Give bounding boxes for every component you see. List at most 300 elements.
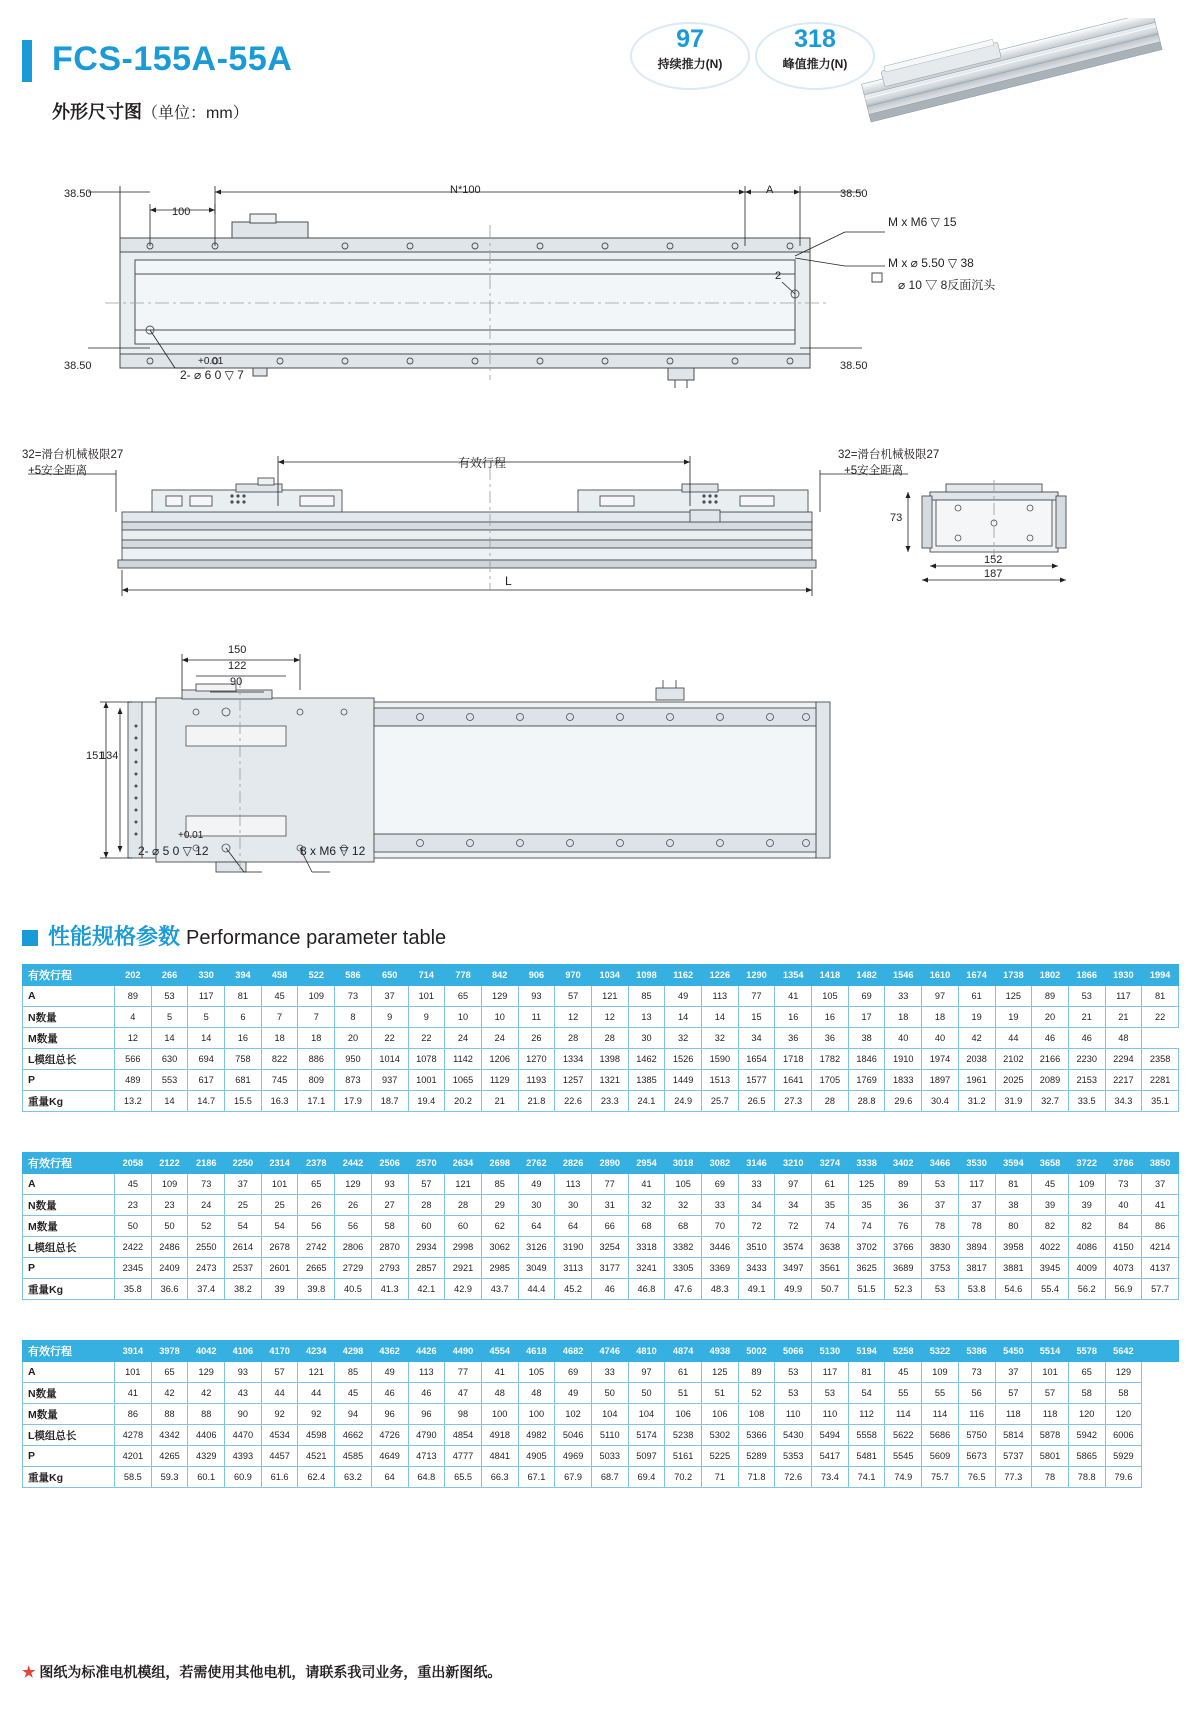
row-label: M数量 — [23, 1216, 115, 1237]
table-cell: 2806 — [335, 1237, 372, 1258]
table-cell: 5737 — [995, 1446, 1032, 1467]
table-cell: 52 — [188, 1216, 225, 1237]
table-cell: 45 — [335, 1383, 372, 1404]
table-cell: 4 — [115, 1007, 152, 1028]
table-cell: 2921 — [445, 1258, 482, 1279]
table-cell: 129 — [188, 1362, 225, 1383]
table-cell: 2166 — [1032, 1049, 1069, 1070]
table-cell: 2281 — [1142, 1070, 1179, 1091]
table-cell: 3574 — [775, 1237, 812, 1258]
table-cell: 12 — [591, 1007, 628, 1028]
table-cell: 2038 — [958, 1049, 995, 1070]
row-label: N数量 — [23, 1195, 115, 1216]
dim-left-3850-top: 38.50 — [64, 188, 92, 200]
table-cell: 57 — [995, 1383, 1032, 1404]
table-cell: 50 — [628, 1383, 665, 1404]
table-cell: 64 — [555, 1216, 592, 1237]
table-cell: 3945 — [1032, 1258, 1069, 1279]
table-cell: 2570 — [408, 1153, 445, 1174]
table-cell: 25.7 — [702, 1091, 739, 1112]
table-cell: 37 — [225, 1174, 262, 1195]
table-cell: 5 — [188, 1007, 225, 1028]
table-cell: 37 — [995, 1362, 1032, 1383]
table-cell: 2890 — [591, 1153, 628, 1174]
table-cell: 11 — [518, 1007, 555, 1028]
table-cell: 4662 — [335, 1425, 372, 1446]
table-cell: 32 — [665, 1028, 702, 1049]
table-cell: 78 — [1032, 1467, 1069, 1488]
table-cell: 30 — [518, 1195, 555, 1216]
table-cell — [1142, 1341, 1179, 1362]
table-row — [23, 1383, 1179, 1404]
table-cell: 4746 — [591, 1341, 628, 1362]
table-cell: 70 — [702, 1216, 739, 1237]
table-cell: 1482 — [848, 965, 885, 986]
side-view-drawing — [0, 440, 1200, 640]
footnote — [22, 1662, 501, 1682]
table-cell: 5494 — [812, 1425, 849, 1446]
table-cell: 54 — [225, 1216, 262, 1237]
table-cell: 3369 — [702, 1258, 739, 1279]
table-cell: 4726 — [371, 1425, 408, 1446]
table-cell: 3766 — [885, 1237, 922, 1258]
table-cell: 113 — [555, 1174, 592, 1195]
table-cell: 58 — [371, 1216, 408, 1237]
table-cell: 4649 — [371, 1446, 408, 1467]
table-cell: 22 — [1142, 1007, 1179, 1028]
table-cell: 22.6 — [555, 1091, 592, 1112]
table-cell: 809 — [298, 1070, 335, 1091]
table-cell: 58 — [1068, 1383, 1105, 1404]
table-cell: 10 — [481, 1007, 518, 1028]
row-label: N数量 — [23, 1383, 115, 1404]
table-cell: 553 — [151, 1070, 188, 1091]
table-cell: 19 — [995, 1007, 1032, 1028]
table-cell: 5353 — [775, 1446, 812, 1467]
table-cell: 37 — [371, 986, 408, 1007]
table-cell: 46 — [371, 1383, 408, 1404]
table-cell: 48 — [1105, 1028, 1142, 1049]
table-cell: 73 — [1105, 1174, 1142, 1195]
table-cell: 1846 — [848, 1049, 885, 1070]
note-left-limit-2: +5安全距离 — [28, 465, 88, 477]
table-cell: 5609 — [922, 1446, 959, 1467]
table-cell: 108 — [738, 1404, 775, 1425]
table-cell: 2358 — [1142, 1049, 1179, 1070]
table-cell: 100 — [481, 1404, 518, 1425]
table-row — [23, 1425, 1179, 1446]
table-cell: 5130 — [812, 1341, 849, 1362]
table-cell: 85 — [481, 1174, 518, 1195]
table-cell: 3382 — [665, 1237, 702, 1258]
table-cell: 36.6 — [151, 1279, 188, 1300]
table-cell: 3830 — [922, 1237, 959, 1258]
table-cell: 586 — [335, 965, 372, 986]
note-thread-m6: M x M6 ▽ 15 — [888, 215, 957, 229]
table-cell: 2998 — [445, 1237, 482, 1258]
table-cell: 5878 — [1032, 1425, 1069, 1446]
table-cell: 49.1 — [738, 1279, 775, 1300]
row-label: P — [23, 1258, 115, 1279]
table-row — [23, 1216, 1179, 1237]
table-cell: 38 — [995, 1195, 1032, 1216]
table-cell: 81 — [848, 1362, 885, 1383]
table-cell: 4521 — [298, 1446, 335, 1467]
table-cell: 1398 — [591, 1049, 628, 1070]
table-header-row — [23, 965, 1179, 986]
table-cell: 3062 — [481, 1237, 518, 1258]
table-cell: 4342 — [151, 1425, 188, 1446]
table-cell: 2506 — [371, 1153, 408, 1174]
table-cell: 5258 — [885, 1341, 922, 1362]
table-cell: 50 — [591, 1383, 628, 1404]
table-cell: 35.8 — [115, 1279, 152, 1300]
table-cell: 10 — [445, 1007, 482, 1028]
table-cell: 24.9 — [665, 1091, 702, 1112]
table-cell: 28 — [812, 1091, 849, 1112]
table-cell: 4982 — [518, 1425, 555, 1446]
table-cell: 4406 — [188, 1425, 225, 1446]
table-cell: 7 — [298, 1007, 335, 1028]
table-cell: 650 — [371, 965, 408, 986]
table-cell: 26 — [518, 1028, 555, 1049]
table-cell: 3466 — [922, 1153, 959, 1174]
badge-label: 持续推力(N) — [657, 57, 723, 71]
table-cell: 39 — [1032, 1195, 1069, 1216]
row-label: L模组总长 — [23, 1425, 115, 1446]
table-cell: 30 — [555, 1195, 592, 1216]
table-cell: 46 — [1032, 1028, 1069, 1049]
table-cell: 40 — [885, 1028, 922, 1049]
table-cell: 48 — [518, 1383, 555, 1404]
table-cell: 40 — [1105, 1195, 1142, 1216]
table-cell: 89 — [1032, 986, 1069, 1007]
table-cell: 40.5 — [335, 1279, 372, 1300]
table-cell: 49 — [555, 1383, 592, 1404]
table-header-row — [23, 1341, 1179, 1362]
table-cell: 2729 — [335, 1258, 372, 1279]
table-cell: 79.6 — [1105, 1467, 1142, 1488]
table-row — [23, 1091, 1179, 1112]
table-cell: 4841 — [481, 1446, 518, 1467]
table-cell: 3530 — [958, 1153, 995, 1174]
table-cell: 1802 — [1032, 965, 1069, 986]
table-cell: 1738 — [995, 965, 1032, 986]
table-cell: 60.9 — [225, 1467, 262, 1488]
table-cell: 5289 — [738, 1446, 775, 1467]
table-cell: 109 — [151, 1174, 188, 1195]
subtitle — [52, 98, 249, 124]
table-cell: 3978 — [151, 1341, 188, 1362]
table-cell: 3241 — [628, 1258, 665, 1279]
table-cell: 2230 — [1068, 1049, 1105, 1070]
spec-table — [22, 964, 1179, 1112]
table-cell: 114 — [922, 1404, 959, 1425]
table-cell: 2678 — [261, 1237, 298, 1258]
table-cell — [1142, 1467, 1179, 1488]
note-hole-550: M x ⌀ 5.50 ▽ 38 — [888, 256, 974, 270]
table-cell: 1641 — [775, 1070, 812, 1091]
table-cell: 69 — [702, 1174, 739, 1195]
table-cell: 20 — [1032, 1007, 1069, 1028]
table-cell: 76.5 — [958, 1467, 995, 1488]
table-cell: 3702 — [848, 1237, 885, 1258]
table-cell: 2102 — [995, 1049, 1032, 1070]
table-cell: 522 — [298, 965, 335, 986]
table-cell: 21.8 — [518, 1091, 555, 1112]
table-cell: 44 — [261, 1383, 298, 1404]
spec-table-body-1 — [23, 965, 1179, 1112]
table-cell: 1257 — [555, 1070, 592, 1091]
table-cell: 33 — [738, 1174, 775, 1195]
row-label: P — [23, 1446, 115, 1467]
table-cell: 5322 — [922, 1341, 959, 1362]
table-cell: 2537 — [225, 1258, 262, 1279]
table-cell: 6 — [225, 1007, 262, 1028]
table-cell: 1674 — [958, 965, 995, 986]
table-cell: 4201 — [115, 1446, 152, 1467]
table-cell: 1206 — [481, 1049, 518, 1070]
table-cell: 5225 — [702, 1446, 739, 1467]
table-cell: 5430 — [775, 1425, 812, 1446]
table-cell: 5033 — [591, 1446, 628, 1467]
table-cell: 60 — [445, 1216, 482, 1237]
table-cell: 117 — [1105, 986, 1142, 1007]
table-cell: 45 — [1032, 1174, 1069, 1195]
table-cell: 3210 — [775, 1153, 812, 1174]
table-row — [23, 1070, 1179, 1091]
table-cell: 3433 — [738, 1258, 775, 1279]
dim-134: 134 — [100, 750, 119, 762]
table-cell: 65 — [445, 986, 482, 1007]
table-cell: 3894 — [958, 1237, 995, 1258]
table-cell: 118 — [995, 1404, 1032, 1425]
table-cell: 4905 — [518, 1446, 555, 1467]
table-cell: 89 — [885, 1174, 922, 1195]
table-cell: 1226 — [702, 965, 739, 986]
table-cell: 14 — [151, 1028, 188, 1049]
table-cell: 3850 — [1142, 1153, 1179, 1174]
table-cell: 2217 — [1105, 1070, 1142, 1091]
table-cell: 19.4 — [408, 1091, 445, 1112]
table-cell: 45.2 — [555, 1279, 592, 1300]
table-cell: 33 — [591, 1362, 628, 1383]
table-cell: 25 — [261, 1195, 298, 1216]
table-row — [23, 1007, 1179, 1028]
table-cell: 28 — [555, 1028, 592, 1049]
table-cell: 694 — [188, 1049, 225, 1070]
table-cell: 21 — [1105, 1007, 1142, 1028]
table-cell: 3510 — [738, 1237, 775, 1258]
table-cell: 53 — [922, 1279, 959, 1300]
table-cell: 75.7 — [922, 1467, 959, 1488]
table-cell: 2153 — [1068, 1070, 1105, 1091]
table-cell: 2550 — [188, 1237, 225, 1258]
table-cell: 51 — [665, 1383, 702, 1404]
table-cell: 106 — [702, 1404, 739, 1425]
table-cell: 77 — [445, 1362, 482, 1383]
label-effective-stroke: 有效行程 — [458, 456, 507, 470]
table-cell: 2058 — [115, 1153, 152, 1174]
table-cell: 1610 — [922, 965, 959, 986]
table-cell: 566 — [115, 1049, 152, 1070]
table-cell: 5302 — [702, 1425, 739, 1446]
table-cell: 22 — [408, 1028, 445, 1049]
table-cell: 109 — [1068, 1174, 1105, 1195]
table-cell: 4086 — [1068, 1237, 1105, 1258]
table-cell: 5386 — [958, 1341, 995, 1362]
table-cell: 1462 — [628, 1049, 665, 1070]
table-cell: 714 — [408, 965, 445, 986]
table-cell: 3689 — [885, 1258, 922, 1279]
pin-tol-bottom: +0.01 — [178, 830, 204, 841]
table-cell: 36 — [885, 1195, 922, 1216]
table-cell: 129 — [335, 1174, 372, 1195]
table-cell: 5673 — [958, 1446, 995, 1467]
table-cell: 24 — [481, 1028, 518, 1049]
table-cell: 2345 — [115, 1258, 152, 1279]
table-cell: 62 — [481, 1216, 518, 1237]
table-cell: 3958 — [995, 1237, 1032, 1258]
table-cell: 33.5 — [1068, 1091, 1105, 1112]
row-label: 重量Kg — [23, 1279, 115, 1300]
table-cell: 4618 — [518, 1341, 555, 1362]
table-cell: 88 — [151, 1404, 188, 1425]
table-cell: 33 — [885, 986, 922, 1007]
table-cell: 44 — [298, 1383, 335, 1404]
table-row — [23, 1279, 1179, 1300]
row-label: A — [23, 1174, 115, 1195]
table-cell: 5450 — [995, 1341, 1032, 1362]
dim-right-3850-bottom: 38.50 — [840, 360, 868, 372]
table-cell: 1418 — [812, 965, 849, 986]
table-cell: 1654 — [738, 1049, 775, 1070]
table-cell: 1718 — [775, 1049, 812, 1070]
table-cell: 31 — [591, 1195, 628, 1216]
table-cell: 3338 — [848, 1153, 885, 1174]
table-cell: 59.3 — [151, 1467, 188, 1488]
table-cell: 2442 — [335, 1153, 372, 1174]
table-cell: 4682 — [555, 1341, 592, 1362]
table-cell: 2294 — [1105, 1049, 1142, 1070]
table-cell: 100 — [518, 1404, 555, 1425]
table-cell: 37.4 — [188, 1279, 225, 1300]
row-label: N数量 — [23, 1007, 115, 1028]
table-row — [23, 1028, 1179, 1049]
table-cell: 55 — [922, 1383, 959, 1404]
table-row — [23, 986, 1179, 1007]
table-cell: 67.9 — [555, 1467, 592, 1488]
row-label: P — [23, 1070, 115, 1091]
table-cell: 2314 — [261, 1153, 298, 1174]
table-cell: 24 — [445, 1028, 482, 1049]
table-cell: 950 — [335, 1049, 372, 1070]
table-cell: 4150 — [1105, 1237, 1142, 1258]
row-label: 有效行程 — [23, 965, 115, 986]
table-cell: 32 — [665, 1195, 702, 1216]
table-cell: 74 — [812, 1216, 849, 1237]
table-cell: 4918 — [481, 1425, 518, 1446]
table-cell: 9 — [408, 1007, 445, 1028]
table-cell: 81 — [1142, 986, 1179, 1007]
table-cell: 77.3 — [995, 1467, 1032, 1488]
table-cell: 116 — [958, 1404, 995, 1425]
table-cell: 105 — [665, 1174, 702, 1195]
table-cell: 1449 — [665, 1070, 702, 1091]
table-cell: 28.8 — [848, 1091, 885, 1112]
table-cell: 16 — [775, 1007, 812, 1028]
table-cell: 53 — [775, 1383, 812, 1404]
table-row — [23, 1467, 1179, 1488]
table-cell: 34.3 — [1105, 1091, 1142, 1112]
table-cell: 121 — [298, 1362, 335, 1383]
note-right-limit-2: +5安全距离 — [844, 465, 904, 477]
table-cell: 101 — [408, 986, 445, 1007]
table-cell: 38 — [848, 1028, 885, 1049]
table-cell: 3254 — [591, 1237, 628, 1258]
table-cell: 48.3 — [702, 1279, 739, 1300]
table-cell: 96 — [408, 1404, 445, 1425]
table-cell: 5558 — [848, 1425, 885, 1446]
table-cell: 42.1 — [408, 1279, 445, 1300]
table-cell: 26 — [335, 1195, 372, 1216]
table-cell: 12 — [555, 1007, 592, 1028]
table-cell: 2742 — [298, 1237, 335, 1258]
table-cell: 104 — [591, 1404, 628, 1425]
table-cell: 109 — [298, 986, 335, 1007]
table-cell: 758 — [225, 1049, 262, 1070]
section-title-cn: 性能规格参数 — [48, 924, 181, 949]
table-cell: 3722 — [1068, 1153, 1105, 1174]
table-cell: 77 — [591, 1174, 628, 1195]
table-cell: 41 — [115, 1383, 152, 1404]
note-two: 2 — [775, 270, 782, 282]
table-cell: 46 — [408, 1383, 445, 1404]
table-row — [23, 1404, 1179, 1425]
table-cell: 71 — [702, 1467, 739, 1488]
table-cell: 1866 — [1068, 965, 1105, 986]
table-cell: 5514 — [1032, 1341, 1069, 1362]
table-row — [23, 1362, 1179, 1383]
table-cell: 34 — [738, 1028, 775, 1049]
table-cell: 16 — [225, 1028, 262, 1049]
table-cell: 4234 — [298, 1341, 335, 1362]
table-cell: 3914 — [115, 1341, 152, 1362]
table-cell: 120 — [1105, 1404, 1142, 1425]
table-cell: 1577 — [738, 1070, 775, 1091]
table-cell: 51.5 — [848, 1279, 885, 1300]
table-cell: 125 — [848, 1174, 885, 1195]
table-cell: 3786 — [1105, 1153, 1142, 1174]
table-cell: 93 — [371, 1174, 408, 1195]
table-cell: 29.6 — [885, 1091, 922, 1112]
row-label: A — [23, 986, 115, 1007]
table-cell: 5366 — [738, 1425, 775, 1446]
table-cell: 681 — [225, 1070, 262, 1091]
table-cell: 105 — [812, 986, 849, 1007]
table-cell: 5942 — [1068, 1425, 1105, 1446]
table-cell: 88 — [188, 1404, 225, 1425]
table-cell: 14 — [188, 1028, 225, 1049]
dimension-drawings — [0, 150, 1200, 910]
note-left-limit-1: 32=滑台机械极限27 — [22, 449, 124, 461]
table-cell: 1065 — [445, 1070, 482, 1091]
table-cell: 46 — [1068, 1028, 1105, 1049]
table-cell: 1782 — [812, 1049, 849, 1070]
table-cell: 47 — [445, 1383, 482, 1404]
table-cell: 36 — [812, 1028, 849, 1049]
table-cell: 1974 — [922, 1049, 959, 1070]
